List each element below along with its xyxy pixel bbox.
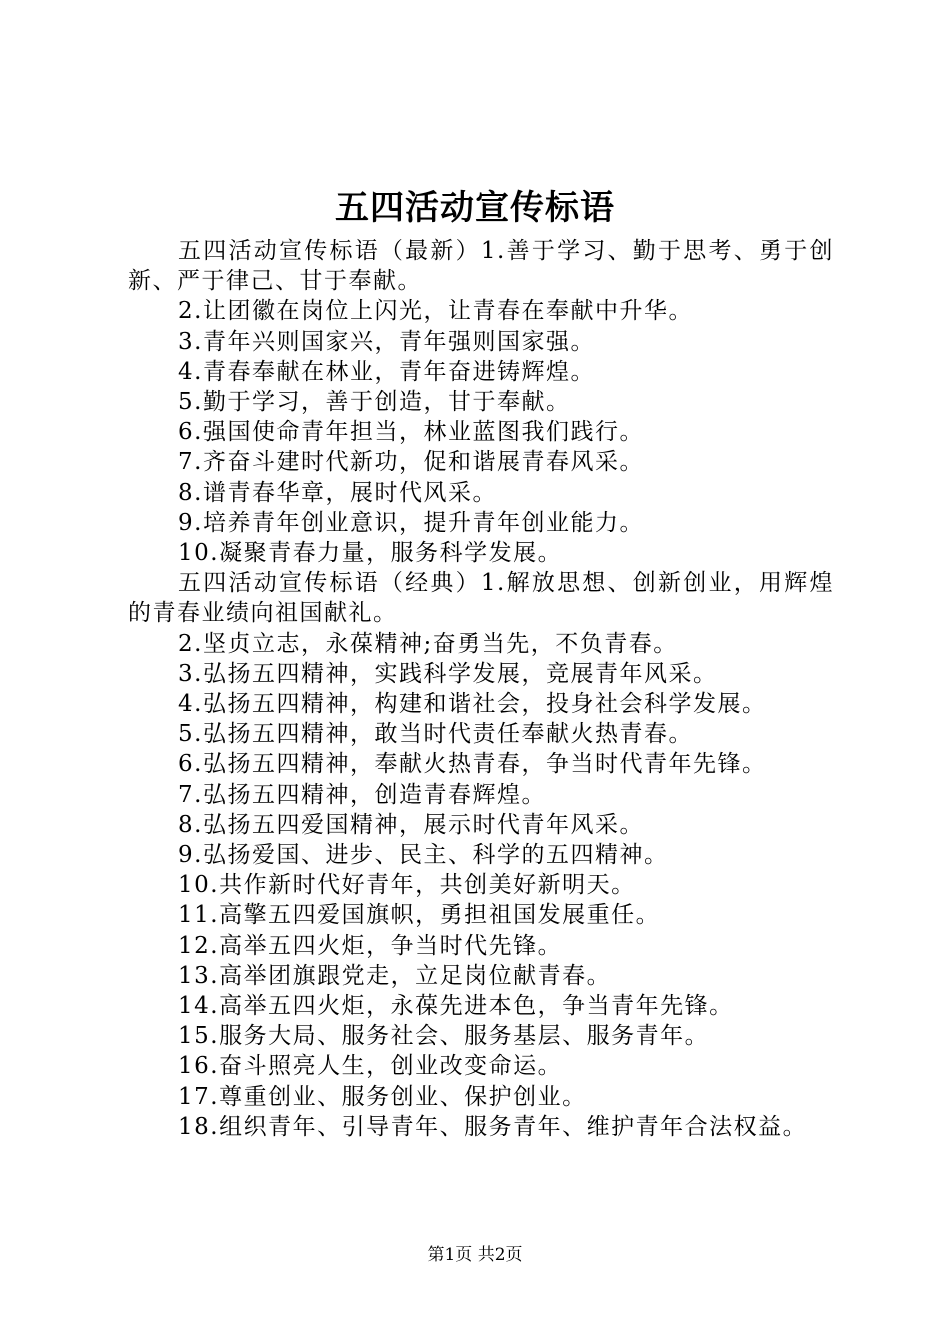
document-body xyxy=(128,236,834,1142)
paragraph: 11.高擎五四爱国旗帜，勇担祖国发展重任。 xyxy=(178,902,661,929)
paragraph: 4.弘扬五四精神，构建和谐社会，投身社会科学发展。 xyxy=(178,691,767,718)
paragraph: 7.齐奋斗建时代新功，促和谐展青春风采。 xyxy=(178,449,644,476)
paragraph: 8.弘扬五四爱国精神，展示时代青年风采。 xyxy=(178,811,644,838)
paragraph: 6.弘扬五四精神，奉献火热青春，争当时代青年先锋。 xyxy=(178,751,767,778)
paragraph: 15.服务大局、服务社会、服务基层、服务青年。 xyxy=(178,1023,710,1050)
page-title: 五四活动宣传标语 xyxy=(335,188,615,228)
paragraph: 13.高举团旗跟党走，立足岗位献青春。 xyxy=(178,962,612,989)
paragraph: 2.坚贞立志，永葆精神;奋勇当先，不负青春。 xyxy=(178,630,678,657)
paragraph: 18.组织青年、引导青年、服务青年、维护青年合法权益。 xyxy=(178,1113,808,1140)
paragraph: 14.高举五四火炬，永葆先进本色，争当青年先锋。 xyxy=(178,993,734,1020)
paragraph: 五四活动宣传标语（经典）1.解放思想、创新创业，用辉煌的青春业绩向祖国献礼。 xyxy=(128,570,834,627)
paragraph: 10.共作新时代好青年，共创美好新明天。 xyxy=(178,872,636,899)
page-footer: 第1页 共2页 xyxy=(427,1245,523,1265)
paragraph: 9.弘扬爱国、进步、民主、科学的五四精神。 xyxy=(178,842,669,869)
paragraph: 17.尊重创业、服务创业、保护创业。 xyxy=(178,1083,587,1110)
paragraph: 3.弘扬五四精神，实践科学发展，竞展青年风采。 xyxy=(178,660,718,687)
paragraph: 7.弘扬五四精神，创造青春辉煌。 xyxy=(178,781,546,808)
paragraph: 4.青春奉献在林业，青年奋进铸辉煌。 xyxy=(178,358,595,385)
paragraph: 2.让团徽在岗位上闪光，让青春在奉献中升华。 xyxy=(178,298,693,325)
paragraph: 6.强国使命青年担当，林业蓝图我们践行。 xyxy=(178,419,644,446)
paragraph: 5.弘扬五四精神，敢当时代责任奉献火热青春。 xyxy=(178,721,693,748)
paragraph: 10.凝聚青春力量，服务科学发展。 xyxy=(178,540,563,567)
paragraph: 12.高举五四火炬，争当时代先锋。 xyxy=(178,932,563,959)
paragraph: 5.勤于学习，善于创造，甘于奉献。 xyxy=(178,389,571,416)
paragraph: 五四活动宣传标语（最新）1.善于学习、勤于思考、勇于创新、严于律己、甘于奉献。 xyxy=(128,238,834,295)
paragraph: 8.谱青春华章，展时代风采。 xyxy=(178,479,497,506)
paragraph: 3.青年兴则国家兴，青年强则国家强。 xyxy=(178,328,595,355)
paragraph: 16.奋斗照亮人生，创业改变命运。 xyxy=(178,1053,563,1080)
paragraph: 9.培养青年创业意识，提升青年创业能力。 xyxy=(178,509,644,536)
